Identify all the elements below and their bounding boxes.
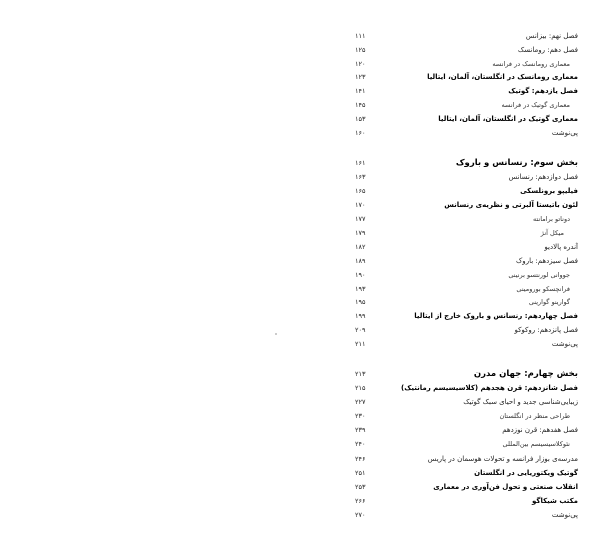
page-number: ۱۹۹	[355, 312, 366, 320]
entry-title: مدرسه‌ی بوزار فرانسه و تحولات هوسمان در پاریس	[427, 455, 578, 463]
toc-entry	[355, 30, 578, 42]
page-number: ۱۷۹	[355, 229, 366, 237]
page-number: ۱۶۵	[355, 187, 366, 195]
page-number: ۱۲۰	[355, 60, 366, 68]
toc-entry	[355, 58, 578, 70]
page-number: ۲۴۶	[355, 455, 366, 463]
entry-title: گوارینو گوارینی	[528, 298, 570, 306]
toc-entry	[355, 255, 578, 267]
toc-entry	[355, 283, 578, 295]
page-number: ۱۸۹	[355, 257, 366, 265]
toc-entry	[355, 396, 578, 408]
entry-title: لئون باتیستا آلبرتی و نظریه‌ی رنسانس	[444, 201, 578, 209]
page-number: ۱۹۰	[355, 271, 366, 279]
page-number: ۲۲۷	[355, 398, 366, 406]
entry-title: بخش سوم: رنسانس و باروک	[455, 158, 578, 168]
toc-entry	[355, 338, 578, 350]
page-number: ۲۰۹	[355, 326, 366, 334]
toc-entry	[355, 44, 578, 56]
entry-title: میکل آنژ	[540, 229, 564, 237]
page-number: ۲۵۱	[355, 469, 366, 477]
entry-title: آندره پالادیو	[544, 243, 578, 251]
toc-entry	[355, 296, 578, 308]
toc-entry	[355, 495, 578, 507]
toc-entry	[355, 227, 578, 239]
page-number: ۱۷۰	[355, 201, 366, 209]
entry-title: فصل شانزدهم: قرن هجدهم (کلاسیسیسم رمانتیک)	[401, 384, 578, 392]
toc-entry	[355, 99, 578, 111]
entry-title: فصل سیزدهم: باروک	[516, 257, 578, 265]
toc-entry	[355, 324, 578, 336]
page-number: ۱۶۳	[355, 173, 366, 181]
toc-entry	[355, 185, 578, 197]
entry-title: گوتیک ویکتوریایی در انگلستان	[474, 469, 578, 477]
toc-entry	[355, 310, 578, 322]
page-number: ۲۶۶	[355, 497, 366, 505]
toc-entry	[355, 453, 578, 465]
entry-title: بخش چهارم: جهان مدرن	[473, 369, 578, 379]
entry-title: فصل دهم: رومانسک	[517, 46, 578, 54]
page-number: ۱۲۳	[355, 73, 366, 81]
page-number: ۲۳۹	[355, 426, 366, 434]
entry-title: پی‌نوشت	[551, 129, 578, 137]
page-number: ۱۷۷	[355, 215, 366, 223]
entry-title: زیبایی‌شناسی جدید و احیای سبک گوتیک	[463, 398, 578, 406]
page-number: ۲۴۰	[355, 440, 366, 448]
page-number: ۱۸۲	[355, 243, 366, 251]
entry-title: دوناتو برامانته	[533, 215, 570, 223]
entry-title: فصل هفدهم: قرن نوزدهم	[502, 426, 578, 434]
entry-title: جووانی لورنتسو برنینی	[508, 271, 570, 279]
toc-entry	[355, 213, 578, 225]
toc-entry	[355, 113, 578, 125]
page-number: ۱۶۰	[355, 129, 366, 137]
entry-title: نئوکلاسیسیسم بین‌المللی	[502, 440, 570, 448]
page-number: ۲۳۰	[355, 412, 366, 420]
toc-entry	[355, 382, 578, 394]
toc-entry	[355, 71, 578, 83]
entry-title: معماری رومانسک در انگلستان، آلمان، ایتالیا	[427, 73, 578, 81]
toc-entry	[355, 467, 578, 479]
toc-entry	[355, 241, 578, 253]
toc-entry	[355, 438, 578, 450]
toc-entry	[355, 269, 578, 281]
part-heading	[355, 157, 578, 169]
entry-title: فصل چهاردهم: رنسانس و باروک خارج از ایتالیا	[414, 312, 578, 320]
entry-title: فرانچسکو بورومینی	[516, 285, 570, 293]
toc-entry	[355, 424, 578, 436]
entry-title: پی‌نوشت	[551, 511, 578, 519]
entry-title: فصل نهم: بیزانس	[525, 32, 578, 40]
page-number: ۱۵۳	[355, 115, 366, 123]
page-number: ۱۴۱	[355, 87, 366, 95]
toc-entry	[355, 199, 578, 211]
toc-entry	[355, 85, 578, 97]
entry-title: فصل دوازدهم: رنسانس	[508, 173, 578, 181]
toc-entry	[355, 127, 578, 139]
page-number: ۱۲۵	[355, 46, 366, 54]
entry-title: فصل یازدهم: گوتیک	[508, 87, 578, 95]
entry-title: پی‌نوشت	[551, 340, 578, 348]
toc-entry	[355, 481, 578, 493]
toc-entry	[355, 410, 578, 422]
page-number: ۱۹۵	[355, 298, 366, 306]
page-number: ۱۱۱	[355, 32, 366, 40]
entry-title: مکتب شیکاگو	[531, 497, 578, 505]
entry-title: معماری گوتیک در انگلستان، آلمان، ایتالیا	[438, 115, 578, 123]
part-heading	[355, 368, 578, 380]
page-number: ۲۱۳	[355, 370, 366, 378]
toc-entry	[355, 171, 578, 183]
table-of-contents	[355, 0, 578, 537]
page-number: ۲۱۱	[355, 340, 366, 348]
entry-title: معماری رومانسک در فرانسه	[492, 60, 570, 68]
entry-title: طراحی منظر در انگلستان	[499, 412, 570, 420]
stray-mark	[275, 333, 277, 335]
entry-title: معماری گوتیک در فرانسه	[501, 101, 570, 109]
entry-title: فصل پانزدهم: روکوکو	[514, 326, 578, 334]
entry-title: فیلیپو برونلسکی	[520, 187, 578, 195]
page-number: ۲۱۵	[355, 384, 366, 392]
page-number: ۱۶۱	[355, 159, 366, 167]
page-number: ۲۵۳	[355, 483, 366, 491]
page-number: ۱۴۵	[355, 101, 366, 109]
page-number: ۱۹۳	[355, 285, 366, 293]
entry-title: انقلاب صنعتی و تحول فن‌آوری در معماری	[433, 483, 578, 491]
page-number: ۲۷۰	[355, 511, 366, 519]
toc-entry	[355, 509, 578, 521]
